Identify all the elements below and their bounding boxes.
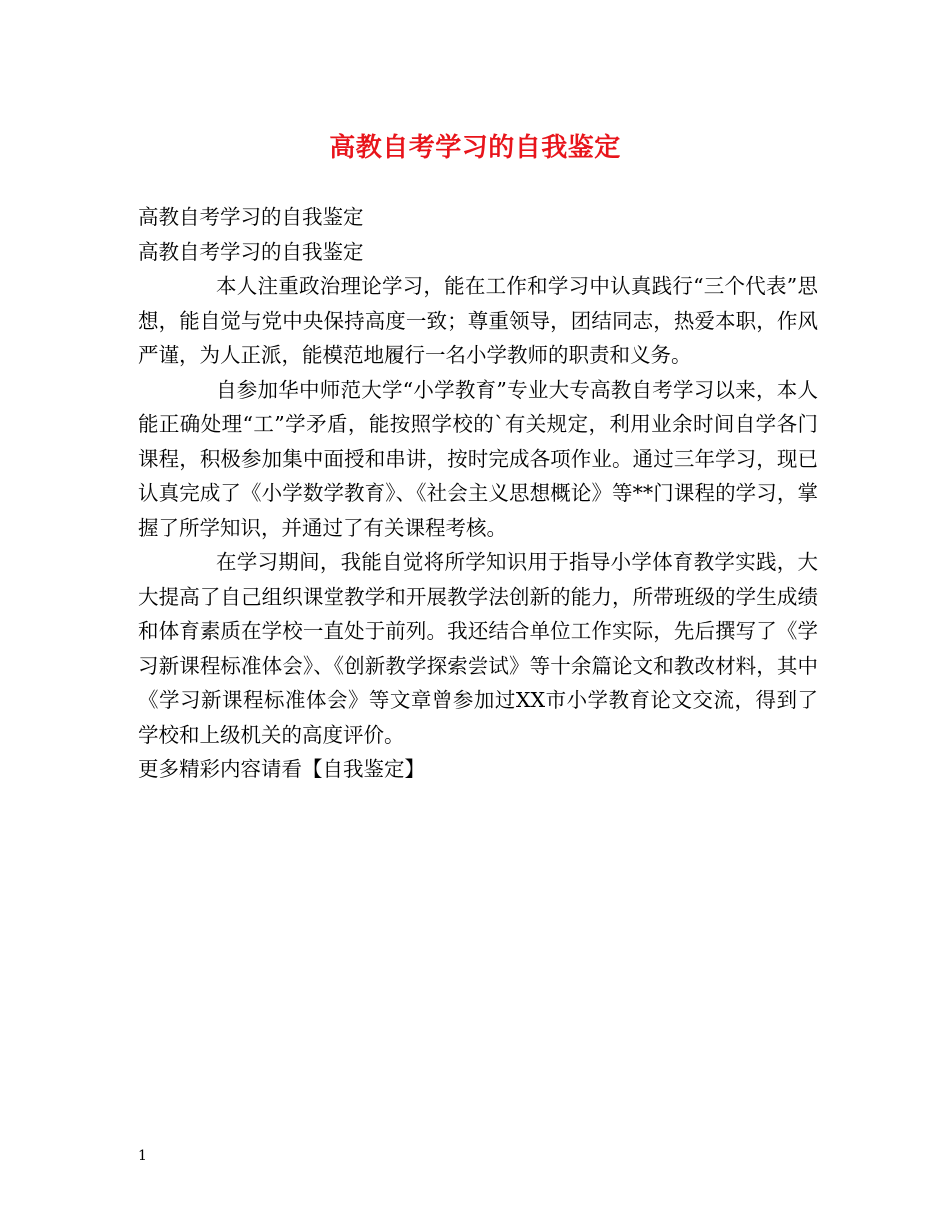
subtitle-line: 高教自考学习的自我鉴定 (138, 239, 364, 264)
paragraph-self-study: 自参加华中师范大学“小学教育”专业大专高教自考学习以来，本人能正确处理“工”学矛盾，能按照学校的`有关规定，利用业余时间自学各门课程，积极参加集中面授和串讲，按时完成各项作业。通过三年学习，现已认真完成了《小学数学教育》、《社会主义思想概论》等**门课程的学习，掌握了所学知识，并通过了有关课程考核。 (138, 377, 818, 540)
subtitle-line: 高教自考学习的自我鉴定 (138, 205, 364, 229)
page-number: 1 (138, 1148, 147, 1164)
paragraph-political-study: 本人注重政治理论学习，能在工作和学习中认真践行“三个代表”思想，能自觉与党中央保持高度一致；尊重领导，团结同志，热爱本职，作风严谨，为人正派，能模范地履行一名小学教师的职责和义务。 (138, 274, 818, 367)
paragraph-teaching-practice: 在学习期间，我能自觉将所学知识用于指导小学体育教学实践，大大提高了自己组织课堂教学和开展教学法创新的能力，所带班级的学生成绩和体育素质在学校一直处于前列。我还结合单位工作实际，先后撰写了《学习新课程标准体会》、《创新教学探索尝试》等十余篇论文和教改材料，其中《学习新课程标准体会》等文章曾参加过XX市小学教育论文交流，得到了学校和上级机关的高度评价。 (138, 550, 818, 747)
more-content-link[interactable]: 更多精彩内容请看【自我鉴定】 (138, 757, 425, 781)
document-title: 高教自考学习的自我鉴定 (329, 133, 621, 163)
document-body (138, 200, 818, 787)
